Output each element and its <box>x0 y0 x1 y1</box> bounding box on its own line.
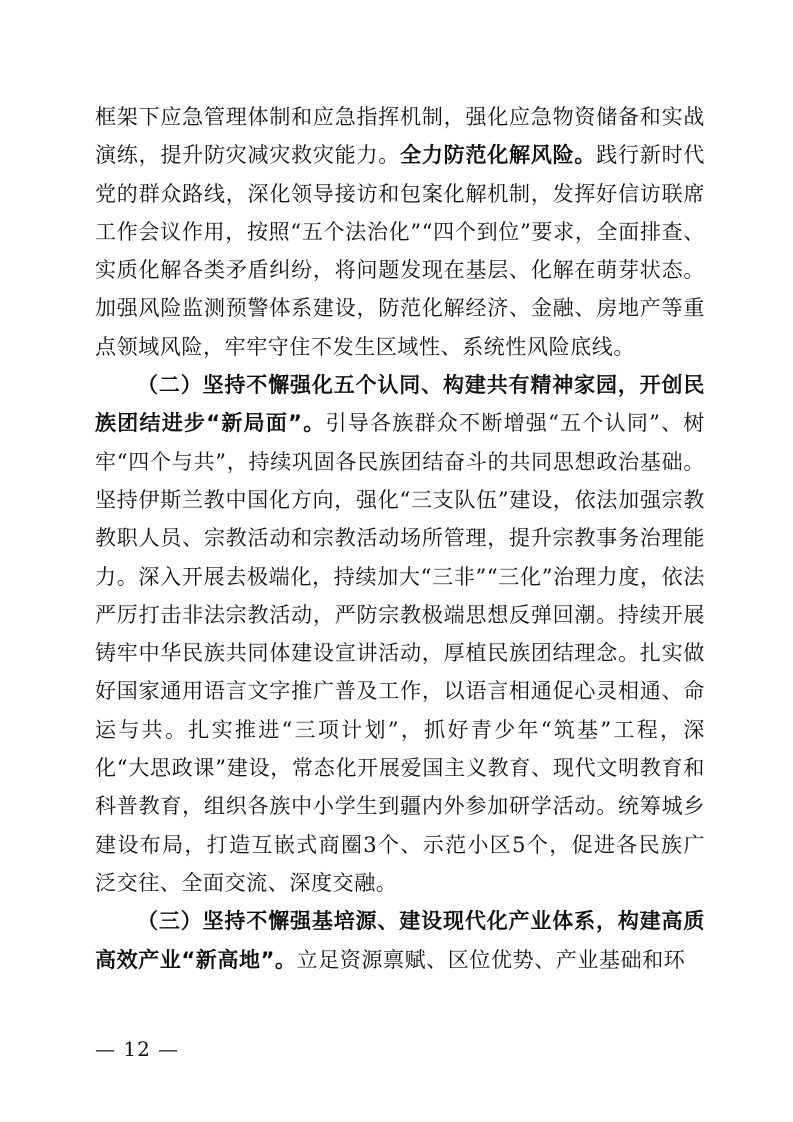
paragraph-2-text: 引导各族群众不断增强“五个认同”、树牢“四个与共”，持续巩固各民族团结奋斗的共同思想政治基础。坚持伊斯兰教中国化方向，强化“三支队伍”建设，依法加强宗教教职人员、宗教活动和宗教活动场所管理，提升宗教事务治理能力。深入开展去极端化，持续加大“三非”“三化”治理力度，依法严厉打击非法宗教活动，严防宗教极端思想反弹回潮。持续开展铸牢中华民族共同体建设宣讲活动，厚植民族团结理念。扎实做好国家通用语言文字推广普及工作，以语言相通促心灵相通、命运与共。扎实推进“三项计划”，抓好青少年“筑基”工程，深化“大思政课”建设，常态化开展爱国主义教育、现代文明教育和科普教育，组织各族中小学生到疆内外参加研学活动。统筹城乡建设布局，打造互嵌式商圈3个、示范小区5个，促进各民族广泛交往、全面交流、深度交融。 <box>95 411 705 895</box>
paragraph-3-heading: （三）坚持不懈强基培源、建设现代化产业体系，构建高质高效产业“新高地”。 <box>95 909 705 972</box>
paragraph-2 <box>95 366 705 902</box>
paragraph-1-bold-phrase: 全力防范化解风险。 <box>400 143 597 168</box>
paragraph-1 <box>95 98 705 366</box>
paragraph-1-text-a: 框架下应急管理体制和应急指挥机制，强化应急物资储备和实战演练，提升防灾减灾救灾能力。 <box>95 105 705 168</box>
paragraph-2-heading: （二）坚持不懈强化五个认同、构建共有精神家园，开创民族团结进步“新局面”。 <box>95 373 705 436</box>
paragraph-3-text: 立足资源禀赋、区位优势、产业基础和环 <box>296 947 686 972</box>
document-body <box>95 98 705 979</box>
paragraph-1-text-b: 践行新时代党的群众路线，深化领导接访和包案化解机制，发挥好信访联席工作会议作用，按照“五个法治化”“四个到位”要求，全面排查、实质化解各类矛盾纠纷，将问题发现在基层、化解在萌芽状态。加强风险监测预警体系建设，防范化解经济、金融、房地产等重点领域风险，牢牢守住不发生区域性、系统性风险底线。 <box>95 143 706 359</box>
paragraph-3 <box>95 902 705 979</box>
page-number: — 12 — <box>95 1037 180 1061</box>
